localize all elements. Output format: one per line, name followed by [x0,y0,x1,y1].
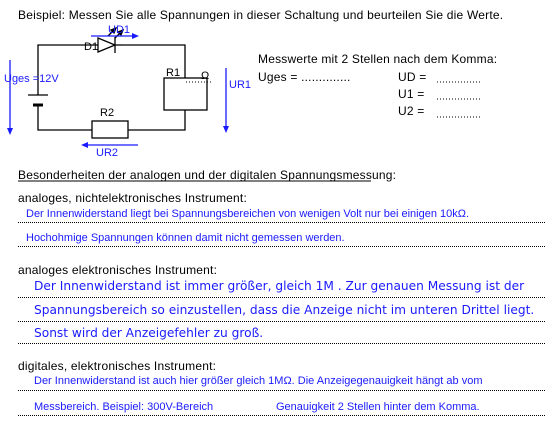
digital-line1: Der Innenwiderstand ist auch hier größer gleich 1MΩ. Die Anzeigegenauigkeit hängt ab vom [34,375,483,387]
measure-u1: U1 = [398,87,425,101]
dotted-rule [18,297,545,298]
label-r1: R1 [166,67,181,79]
analog-passive-label: analoges, nichtelektronisches Instrument: [18,191,247,205]
measure-u2: U2 = [398,104,425,118]
analog-passive-line1: Der Innenwiderstand liegt bei Spannungsbereichen von wenigen Volt nur bei einigen 10kΩ. [26,208,470,220]
analog-electronic-line3: Sonst wird der Anzeigefehler zu groß. [34,326,264,340]
dotted-rule [18,246,545,247]
label-r2: R2 [100,107,115,119]
battery-symbol [28,95,48,105]
analog-passive-line2: Hochohmige Spannungen können damit nicht gemessen werden. [26,232,345,244]
digital-label: digitales, elektronisches Instrument: [18,359,217,373]
ur1-arrowhead [223,126,229,133]
section-heading: Besonderheiten der analogen und der digitalen Spannungsmessung: [18,168,397,182]
measure-dots [437,82,482,117]
label-uges: Uges =12V [4,73,59,85]
resistor-r2-symbol [92,121,128,138]
dotted-rule [18,343,545,344]
label-omega: Ω [201,70,210,82]
dotted-rule [18,222,545,223]
ud1-arrowhead [132,33,139,39]
analog-electronic-line2: Spannungsbereich so einzustellen, dass die Anzeige nicht im unteren Drittel liegt. [34,303,535,317]
measure-ud: UD = [398,70,427,84]
label-ud1: UD1 [108,24,131,36]
page-title: Beispiel: Messen Sie alle Spannungen in dieser Schaltung und beurteilen Sie die Werte. [18,8,504,22]
analog-electronic-label: analoges elektronisches Instrument: [18,263,218,277]
dotted-rule [18,415,545,416]
digital-line2a: Messbereich. Beispiel: 300V-Bereich [34,401,214,413]
label-d1: D1 [84,41,99,53]
dotted-rule [18,390,545,391]
ur2-arrowhead [81,142,88,148]
measure-uges: Uges = .............. [258,70,351,84]
label-ur2: UR2 [96,147,119,159]
label-ur1: UR1 [229,79,252,91]
dotted-rule [18,321,545,322]
digital-line2b: Genauigkeit 2 Stellen hinter dem Komma. [276,401,480,413]
analog-electronic-line1: Der Innenwiderstand ist immer größer, gleich 1M . Zur genauen Messung ist der [34,279,525,293]
resistor-r1-symbol [164,78,207,110]
measure-heading: Messwerte mit 2 Stellen nach dem Komma: [258,52,498,66]
uges-arrowhead [7,128,13,135]
